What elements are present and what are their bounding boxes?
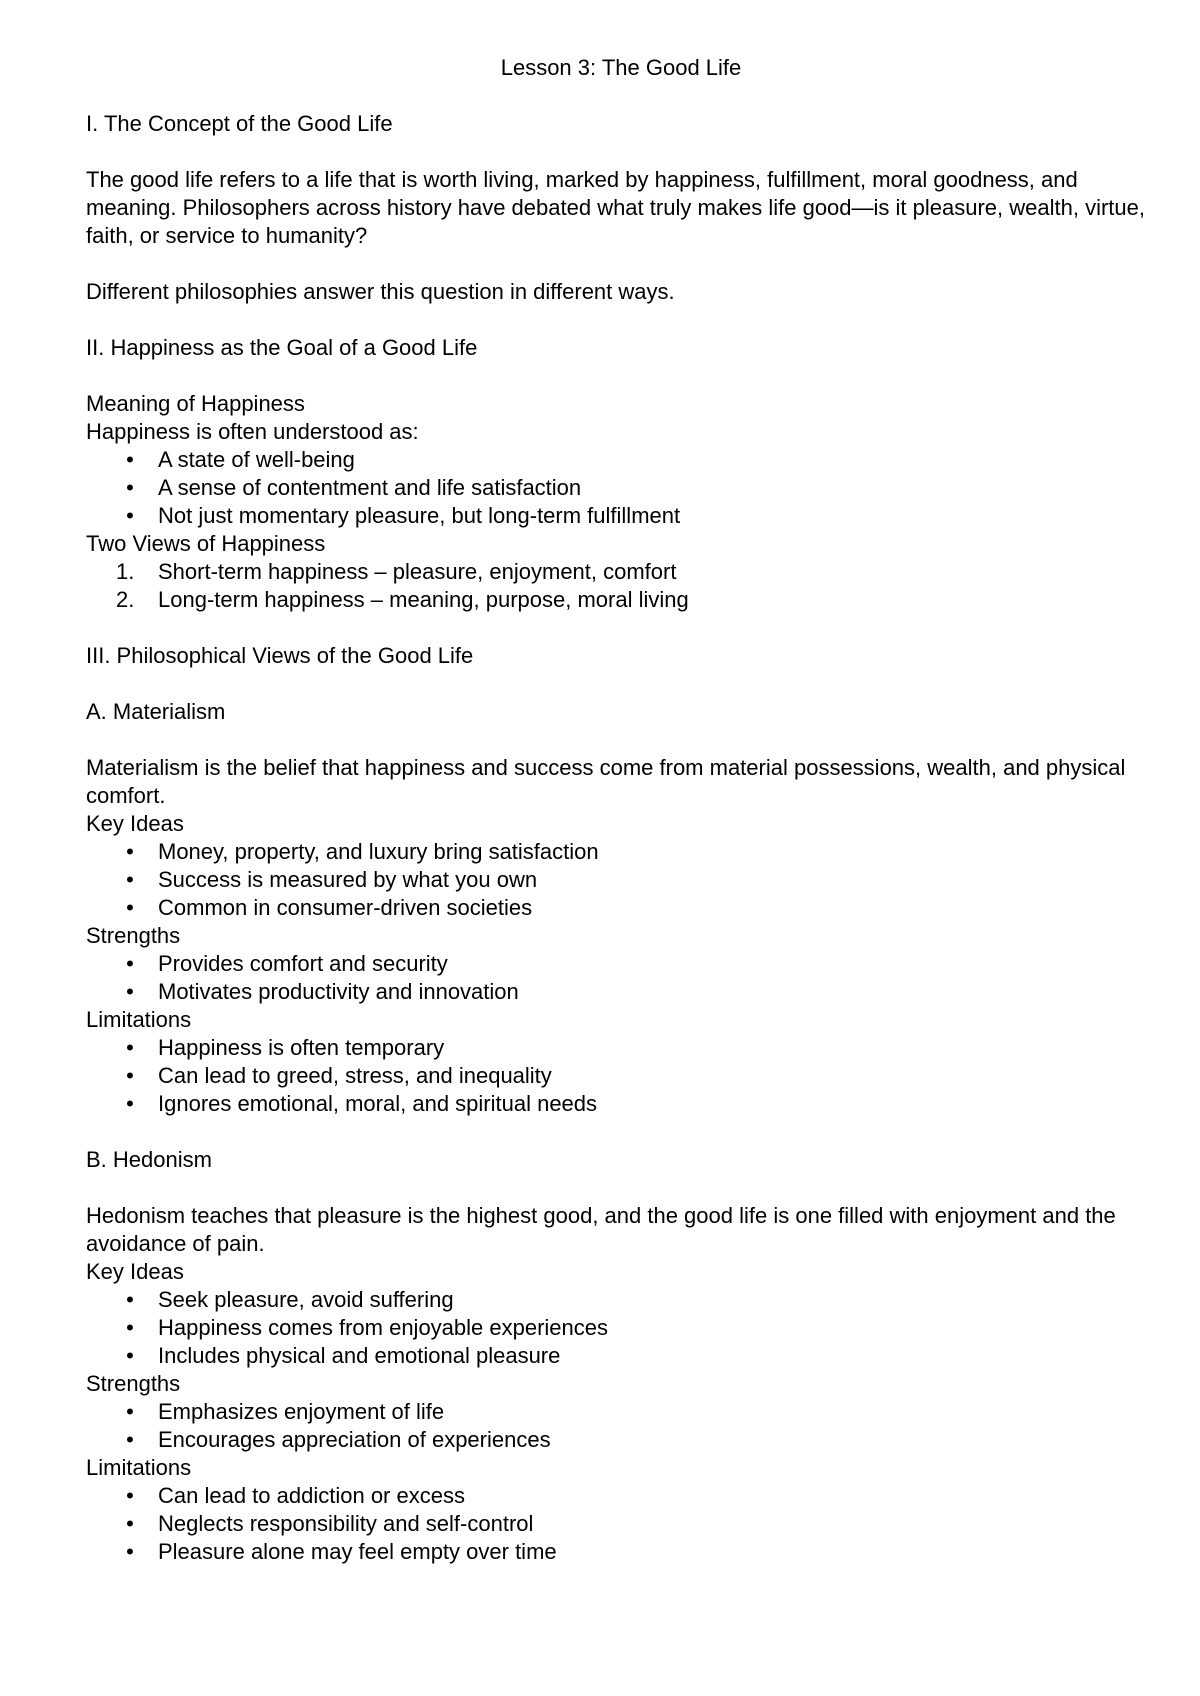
list-item (86, 502, 1156, 530)
subsection-heading-hedonism: B. Hedonism (86, 1147, 212, 1172)
list-item-text: Includes physical and emotional pleasure (158, 1343, 561, 1368)
list-item-text: Pleasure alone may feel empty over time (158, 1539, 557, 1564)
list-item-text: A state of well-being (158, 447, 355, 472)
bullet-icon: • (126, 839, 134, 864)
label-limitations: Limitations (86, 1455, 192, 1480)
list-item (86, 978, 1156, 1006)
list-item-text: Can lead to greed, stress, and inequality (158, 1063, 552, 1088)
list-item (86, 586, 1156, 614)
list-hedonism-limitations (86, 1482, 1156, 1566)
paragraph-materialism: Materialism is the belief that happiness and success come from material possessions, wealth, and physical comfort. (86, 755, 1126, 808)
bullet-icon: • (126, 1427, 134, 1452)
list-item-text: Emphasizes enjoyment of life (158, 1399, 445, 1424)
list-item (86, 1314, 1156, 1342)
list-item-text: Provides comfort and security (158, 951, 448, 976)
document-title: Lesson 3: The Good Life (500, 55, 742, 80)
label-two-views: Two Views of Happiness (86, 531, 326, 556)
list-hedonism-key-ideas (86, 1286, 1156, 1370)
paragraph-different-philosophies: Different philosophies answer this question in different ways. (86, 279, 675, 304)
label-happiness-understood: Happiness is often understood as: (86, 419, 419, 444)
list-item-text: Seek pleasure, avoid suffering (158, 1287, 454, 1312)
section-heading-philosophical-views: III. Philosophical Views of the Good Life (86, 643, 474, 668)
list-item-text: Encourages appreciation of experiences (158, 1427, 551, 1452)
list-materialism-limitations (86, 1034, 1156, 1118)
label-key-ideas: Key Ideas (86, 811, 184, 836)
bullet-icon: • (126, 1483, 134, 1508)
bullet-icon: • (126, 1511, 134, 1536)
bullet-icon: • (126, 1287, 134, 1312)
document-page (86, 54, 1156, 1566)
list-item (86, 474, 1156, 502)
paragraph-good-life-definition: The good life refers to a life that is worth living, marked by happiness, fulfillment, moral goodness, and meaning. Philosophers across history have debated what truly makes life good—is it pleasure, wealth, virtue, faith, or service to humanity? (86, 167, 1145, 248)
list-hedonism-strengths (86, 1398, 1156, 1454)
section-heading-happiness: II. Happiness as the Goal of a Good Life (86, 335, 478, 360)
list-item-text: Long-term happiness – meaning, purpose, moral living (158, 587, 689, 612)
list-item-text: Short-term happiness – pleasure, enjoyment, comfort (158, 559, 677, 584)
bullet-icon: • (126, 979, 134, 1004)
section-heading-concept: I. The Concept of the Good Life (86, 111, 393, 136)
bullet-icon: • (126, 951, 134, 976)
list-item (86, 1482, 1156, 1510)
label-key-ideas: Key Ideas (86, 1259, 184, 1284)
list-item-text: Motivates productivity and innovation (158, 979, 519, 1004)
bullet-icon: • (126, 895, 134, 920)
list-item-text: Happiness is often temporary (158, 1035, 445, 1060)
subsection-heading-materialism: A. Materialism (86, 699, 226, 724)
list-number: 2. (116, 587, 135, 612)
bullet-icon: • (126, 867, 134, 892)
bullet-icon: • (126, 447, 134, 472)
bullet-icon: • (126, 1315, 134, 1340)
list-item (86, 950, 1156, 978)
list-item (86, 1062, 1156, 1090)
list-two-views (86, 558, 1156, 614)
list-item (86, 1510, 1156, 1538)
bullet-icon: • (126, 1063, 134, 1088)
list-item (86, 1398, 1156, 1426)
bullet-icon: • (126, 1091, 134, 1116)
list-item-text: Common in consumer-driven societies (158, 895, 533, 920)
list-item (86, 866, 1156, 894)
list-item-text: Ignores emotional, moral, and spiritual needs (158, 1091, 598, 1116)
bullet-icon: • (126, 1035, 134, 1060)
list-materialism-key-ideas (86, 838, 1156, 922)
list-number: 1. (116, 559, 135, 584)
label-limitations: Limitations (86, 1007, 192, 1032)
list-materialism-strengths (86, 950, 1156, 1006)
label-strengths: Strengths (86, 1371, 181, 1396)
label-meaning-of-happiness: Meaning of Happiness (86, 391, 305, 416)
list-item (86, 446, 1156, 474)
bullet-icon: • (126, 1399, 134, 1424)
list-item (86, 894, 1156, 922)
bullet-icon: • (126, 475, 134, 500)
list-item-text: Money, property, and luxury bring satisfaction (158, 839, 599, 864)
list-item-text: Happiness comes from enjoyable experiences (158, 1315, 609, 1340)
list-item-text: Can lead to addiction or excess (158, 1483, 465, 1508)
bullet-icon: • (126, 503, 134, 528)
list-item (86, 1090, 1156, 1118)
paragraph-hedonism: Hedonism teaches that pleasure is the highest good, and the good life is one filled with enjoyment and the avoidance of pain. (86, 1203, 1116, 1256)
list-item (86, 1426, 1156, 1454)
list-item-text: Success is measured by what you own (158, 867, 538, 892)
list-item (86, 1538, 1156, 1566)
list-item (86, 1286, 1156, 1314)
list-item-text: Not just momentary pleasure, but long-term fulfillment (158, 503, 681, 528)
list-item (86, 558, 1156, 586)
list-item-text: A sense of contentment and life satisfaction (158, 475, 582, 500)
list-item-text: Neglects responsibility and self-control (158, 1511, 534, 1536)
bullet-icon: • (126, 1539, 134, 1564)
list-happiness-understood (86, 446, 1156, 530)
label-strengths: Strengths (86, 923, 181, 948)
list-item (86, 838, 1156, 866)
list-item (86, 1034, 1156, 1062)
bullet-icon: • (126, 1343, 134, 1368)
list-item (86, 1342, 1156, 1370)
